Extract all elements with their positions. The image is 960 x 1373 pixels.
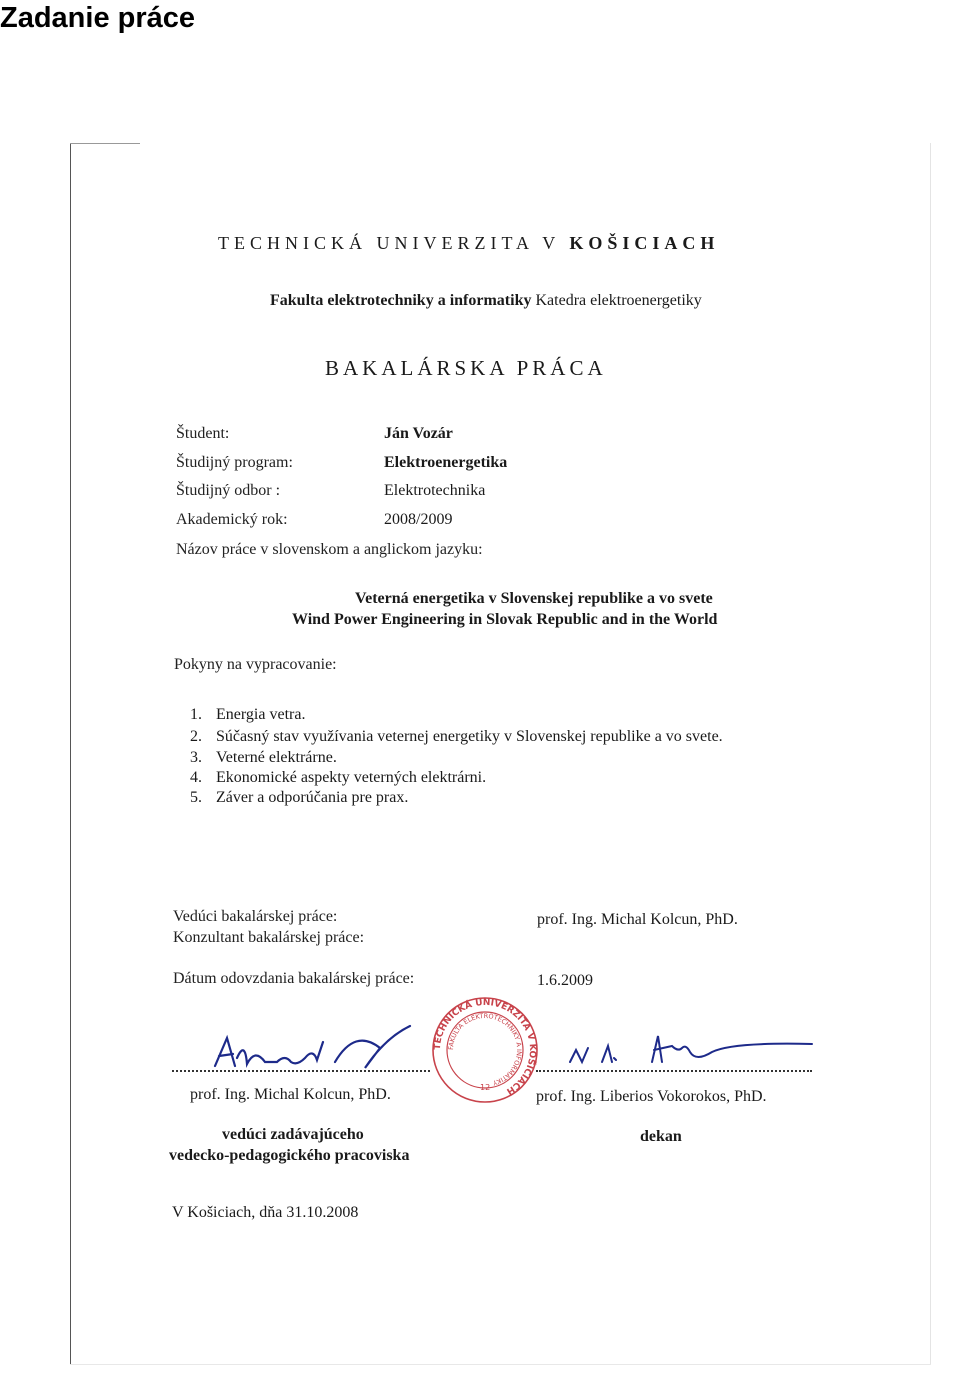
signatory-left-role-line2: vedecko-pedagogického pracoviska [169,1147,410,1164]
task-text: Ekonomické aspekty veterných elektrárni. [216,769,487,786]
faculty-name: Fakulta elektrotechniky a informatiky [270,292,532,309]
field-value-student: Ján Vozár [384,425,453,442]
university-city: KOŠICIACH [569,233,720,253]
supervisor-label: Vedúci bakalárskej práce: [173,908,338,925]
scan-border-right [930,143,931,1365]
signatory-left-role-line1: vedúci zadávajúceho [222,1126,364,1143]
task-item [190,728,723,746]
task-text: Veterné elektrárne. [216,749,337,766]
signature-right [562,1022,814,1072]
title-label: Názov práce v slovenskom a anglickom jazyku: [176,541,483,558]
faculty-line [270,292,702,310]
task-text: Energia vetra. [216,706,306,723]
scan-border-left [70,143,71,1365]
submission-date: 1.6.2009 [537,972,593,989]
svg-text:TECHNICKÁ UNIVERZITA V KOŠICIA: TECHNICKÁ UNIVERZITA V KOŠICIACH [432,997,538,1096]
consultant-label: Konzultant bakalárskej práce: [173,929,365,946]
signatory-right-name: prof. Ing. Liberios Vokorokos, PhD. [536,1088,767,1105]
task-number: 3. [190,749,202,766]
svg-text:FAKULTA ELEKTROTECHNIKY A INFO: FAKULTA ELEKTROTECHNIKY A INFORMATIKY [446,1011,524,1087]
task-text: Súčasný stav využívania veternej energetiky v Slovenskej republike a vo svete. [216,728,723,745]
scan-border-top [70,143,140,144]
task-item [190,706,305,724]
thesis-type: BAKALÁRSKA PRÁCA [325,356,607,380]
signature-line-left [172,1070,430,1072]
supervisor-name: prof. Ing. Michal Kolcun, PhD. [537,911,738,928]
svg-text:12: 12 [480,1083,491,1092]
task-text: Záver a odporúčania pre prax. [216,789,409,806]
submission-label: Dátum odovzdania bakalárskej práce: [173,970,415,987]
field-value-program: Elektroenergetika [384,454,508,471]
university-prefix: TECHNICKÁ UNIVERZITA V [218,233,570,253]
field-label-program: Študijný program: [176,454,293,471]
page-heading: Zadanie práce [0,2,196,34]
instructions-label: Pokyny na vypracovanie: [174,656,337,673]
signatory-right-role: dekan [640,1128,682,1145]
field-value-field: Elektrotechnika [384,482,486,499]
signature-line-right [536,1070,812,1072]
signatory-left-name: prof. Ing. Michal Kolcun, PhD. [190,1086,391,1103]
field-value-year: 2008/2009 [384,511,453,528]
thesis-title-en: Wind Power Engineering in Slovak Republic and in the World [292,611,718,628]
field-label-student: Študent: [176,425,230,442]
field-label-field: Študijný odbor : [176,482,281,499]
thesis-title-sk: Veterná energetika v Slovenskej republike a vo svete [355,590,713,607]
field-label-year: Akademický rok: [176,511,288,528]
task-number: 1. [190,706,202,723]
task-number: 5. [190,789,202,806]
signature-left [205,1018,420,1073]
task-number: 4. [190,769,202,786]
task-number: 2. [190,728,202,745]
task-item [190,789,408,807]
task-item [190,769,486,787]
scan-border-bottom [70,1364,931,1365]
department-name: Katedra elektroenergetiky [531,292,702,309]
faculty-stamp [430,995,540,1105]
university-name [218,233,719,254]
place-date: V Košiciach, dňa 31.10.2008 [172,1204,359,1221]
task-item [190,749,337,767]
